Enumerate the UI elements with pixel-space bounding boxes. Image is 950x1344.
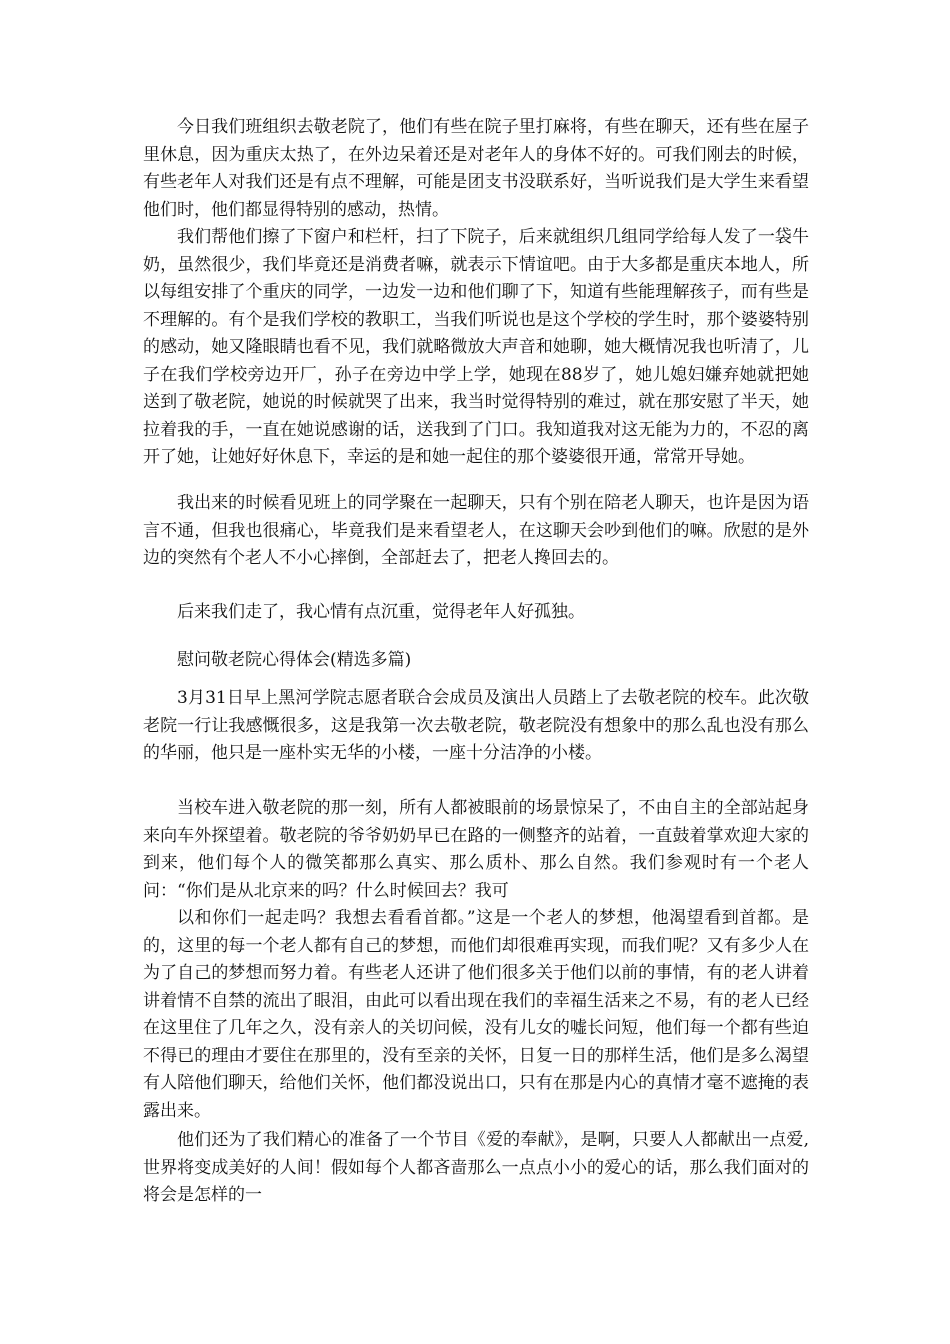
section-title: 慰问敬老院心得体会(精选多篇) xyxy=(177,650,412,670)
paragraph-5: 3月31日早上黑河学院志愿者联合会成员及演出人员踏上了去敬老院的校车。此次敬老院一行让我感慨很多，这是我第一次去敬老院，敬老院没有想象中的那么乱也没有那么的华丽，他只是一座朴实无华的小楼，一座十分洁净的小楼。 xyxy=(143,688,809,763)
paragraph-8: 他们还为了我们精心的准备了一个节目《爱的奉献》，是啊，只要人人都献出一点爱,世界将变成美好的人间！假如每个人都吝啬那么一点点小小的爱心的话，那么我们面对的将会是怎样的一 xyxy=(143,1130,809,1205)
paragraph-6: 当校车进入敬老院的那一刻，所有人都被眼前的场景惊呆了，不由自主的全部站起身来向车外探望着。敬老院的爷爷奶奶早已在路的一侧整齐的站着，一直鼓着掌欢迎大家的到来，他们每个人的微笑都那么真实、那么质朴、那么自然。我们参观时有一个老人问：“你们是从北京来的吗？什么时候回去？我可 xyxy=(143,798,809,901)
paragraph-3: 我出来的时候看见班上的同学聚在一起聊天，只有个别在陪老人聊天，也许是因为语言不通，但我也很痛心，毕竟我们是来看望老人，在这聊天会吵到他们的嘛。欣慰的是外边的突然有个老人不小心摔倒，全部赶去了，把老人搀回去的。 xyxy=(143,493,809,568)
paragraph-4: 后来我们走了，我心情有点沉重，觉得老年人好孤独。 xyxy=(177,602,585,622)
paragraph-2: 我们帮他们擦了下窗户和栏杆，扫了下院子，后来就组织几组同学给每人发了一袋牛奶，虽然很少，我们毕竟还是消费者嘛，就表示下情谊吧。由于大多都是重庆本地人，所以每组安排了个重庆的同学，一边发一边和他们聊了下，知道有些能理解孩子，而有些是不理解的。有个是我们学校的教职工，当我们听说也是这个学校的学生时，那个婆婆特别的感动，她又隆眼睛也看不见，我们就略微放大声音和她聊，她大概情况我也听清了，儿子在我们学校旁边开厂，孙子在旁边中学上学，她现在88岁了，她儿媳妇嫌弃她就把她送到了敬老院，她说的时候就哭了出来，我当时觉得特别的难过，就在那安慰了半天，她拉着我的手，一直在她说感谢的话，送我到了门口。我知道我对这无能为力的，不忍的离开了她，让她好好休息下，幸运的是和她一起住的那个婆婆很开通，常常开导她。 xyxy=(143,227,809,467)
paragraph-7: 以和你们一起走吗？我想去看看首都。”这是一个老人的梦想，他渴望看到首都。是的，这里的每一个老人都有自己的梦想，而他们却很难再实现，而我们呢？又有多少人在为了自己的梦想而努力着。有些老人还讲了他们很多关于他们以前的事情，有的老人讲着讲着情不自禁的流出了眼泪，由此可以看出现在我们的幸福生活来之不易，有的老人已经在这里住了几年之久，没有亲人的关切问候，没有儿女的嘘长问短，他们每一个都有些迫不得已的理由才要住在那里的，没有至亲的关怀，日复一日的那样生活，他们是多么渴望有人陪他们聊天，给他们关怀，他们都没说出口，只有在那是内心的真情才毫不遮掩的表露出来。 xyxy=(143,908,809,1121)
paragraph-1: 今日我们班组织去敬老院了，他们有些在院子里打麻将，有些在聊天，还有些在屋子里休息，因为重庆太热了，在外边呆着还是对老年人的身体不好的。可我们刚去的时候，有些老年人对我们还是有点不理解，可能是团支书没联系好，当听说我们是大学生来看望他们时，他们都显得特别的感动，热情。 xyxy=(143,117,809,220)
